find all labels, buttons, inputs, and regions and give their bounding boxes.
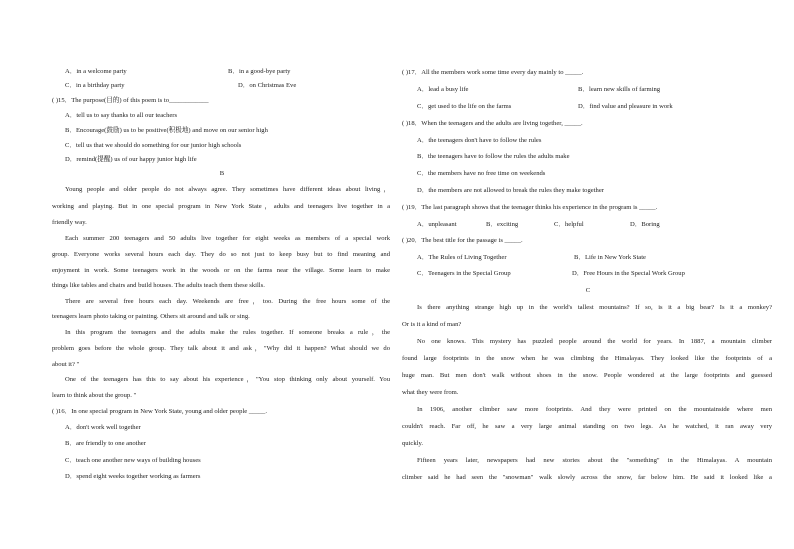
passage-b-line: teenagers learn photo taking or painting. Others sit around and talk or sing. — [52, 313, 250, 320]
passage-b-line: Young people and older people do not always agree. They sometimes have different ideas about living， — [65, 186, 390, 193]
q19-option-b: B．exciting — [486, 221, 519, 228]
passage-c-line: No one knows. This mystery has puzzled people around the world for years. In 1887, a mountain climber — [417, 338, 772, 345]
passage-b-line: group. Everyone works several hours each day. They do so not just to keep busy but to find meaning and — [52, 251, 390, 258]
q20-option-c: C．Teenagers in the Special Group — [417, 270, 511, 277]
q19-option-d: D．Boring — [630, 221, 660, 228]
q19-stem: ( )19．The last paragraph shows that the teenager thinks his experience in the program is _____. — [402, 204, 658, 211]
q18-stem: ( )18．When the teenagers and the adults are living together, _____. — [402, 120, 583, 127]
q17-option-a: A．lead a busy life — [417, 86, 469, 93]
passage-b-line: about it? " — [52, 361, 80, 368]
passage-b-line: problem goes before the whole group. They talk about it and ask，"Why did it happen? What should we do — [52, 345, 390, 352]
passage-b-line: friendly way. — [52, 219, 87, 226]
q15-option-b: B．Encourage(鼓励) us to be positive(积极地) and move on our senior high — [65, 127, 268, 134]
q15-stem: ( )15．The purpose(目的) of this poem is to____________ — [52, 97, 209, 104]
q15-option-d: D．remind(提醒) us of our happy junior high life — [65, 156, 197, 163]
q15-option-c: C．tell us that we should do something for our junior high schools — [65, 142, 242, 149]
q15-option-a: A．tell us to say thanks to all our teachers — [65, 112, 178, 119]
section-b-heading: B — [219, 170, 225, 177]
q14-option-d: D．on Christmas Eve — [238, 82, 297, 89]
passage-b-line: working and playing. But in one special program in New York State，adults and teenagers live together in a — [52, 203, 390, 210]
q18-option-d: D．the members are not allowed to break the rules they make together — [417, 187, 604, 194]
q14-option-a: A．in a welcome party — [65, 68, 127, 75]
passage-b-line: There are several free hours each day. Weekends are free，too. During the free hours some of the — [65, 298, 390, 305]
passage-b-line: In this program the teenagers and the adults make the rules together. If someone breaks a rule，the — [65, 329, 390, 336]
q18-option-c: C．the members have no free time on weekends — [417, 170, 546, 177]
q18-option-b: B．the teenagers have to follow the rules the adults make — [417, 153, 570, 160]
passage-b-line: things like tables and chairs and build houses. The adults teach them these skills. — [52, 282, 265, 289]
passage-b-line: enjoyment in work. Some teenagers work in the woods or on the farms near the village. Some learn to make — [52, 267, 390, 274]
passage-b-line: learn to think about the group. " — [52, 392, 137, 399]
q17-option-d: D．find value and pleasure in work — [578, 103, 673, 110]
passage-b-line: One of the teenagers has this to say about his experience，"You stop thinking only about yourself. You — [65, 376, 390, 383]
passage-c-line: Fifteen years later, newspapers had new stories about the "something" in the Himalayas. A mountain — [417, 457, 772, 464]
q17-option-c: C．get used to the life on the farms — [417, 103, 512, 110]
passage-c-line: climber said he had seen the "snowman" walk slowly across the snow, far below him. He said it looked like a — [402, 474, 772, 481]
q20-stem: ( )20．The best title for the passage is _____. — [402, 237, 523, 244]
q18-option-a: A．the teenagers don't have to follow the rules — [417, 137, 542, 144]
q16-stem: ( )16．In one special program in New York State, young and older people _____. — [52, 408, 267, 415]
q17-option-b: B．learn new skills of farming — [578, 86, 661, 93]
q20-option-b: B．Life in New York State — [574, 254, 646, 261]
q16-option-d: D．spend eight weeks together working as farmers — [65, 473, 201, 480]
q20-option-d: D．Free Hours in the Special Work Group — [572, 270, 685, 277]
q16-option-a: A．don't work well together — [65, 424, 141, 431]
q20-option-a: A．The Rules of Living Together — [417, 254, 507, 261]
passage-c-line: Or is it a kind of man? — [402, 321, 462, 328]
q14-option-b: B．in a good-bye party — [228, 68, 291, 75]
q19-option-c: C．helpful — [554, 221, 584, 228]
passage-c-line: Is there anything strange high up in the world's tallest mountains? If so, is it a big bear? Is it a monkey? — [417, 304, 772, 311]
passage-c-line: quickly. — [402, 440, 423, 447]
q19-option-a: A．unpleasant — [417, 221, 457, 228]
q17-stem: ( )17．All the members work some time every day mainly to _____. — [402, 69, 584, 76]
passage-c-line: what they were from. — [402, 389, 459, 396]
passage-c-line: In 1906, another climber saw more footprints. And they were printed on the mountainside where men — [417, 406, 772, 413]
q16-option-c: C．teach one another new ways of building houses — [65, 457, 201, 464]
passage-c-line: huge man. But men don't walk without shoes in the snow. People wondered at the large footprints and guessed — [402, 372, 772, 379]
q16-option-b: B．are friendly to one another — [65, 440, 146, 447]
passage-c-line: found large footprints in the snow when he was climbing the Himalayas. They looked like the footprints of a — [402, 355, 772, 362]
section-c-heading: C — [585, 287, 591, 294]
passage-b-line: Each summer 200 teenagers and 50 adults live together for eight weeks as members of a special work — [65, 235, 390, 242]
passage-c-line: couldn't reach. Far off, he saw a very large animal standing on two legs. As he watched, it ran away very — [402, 423, 772, 430]
q14-option-c: C．in a birthday party — [65, 82, 125, 89]
